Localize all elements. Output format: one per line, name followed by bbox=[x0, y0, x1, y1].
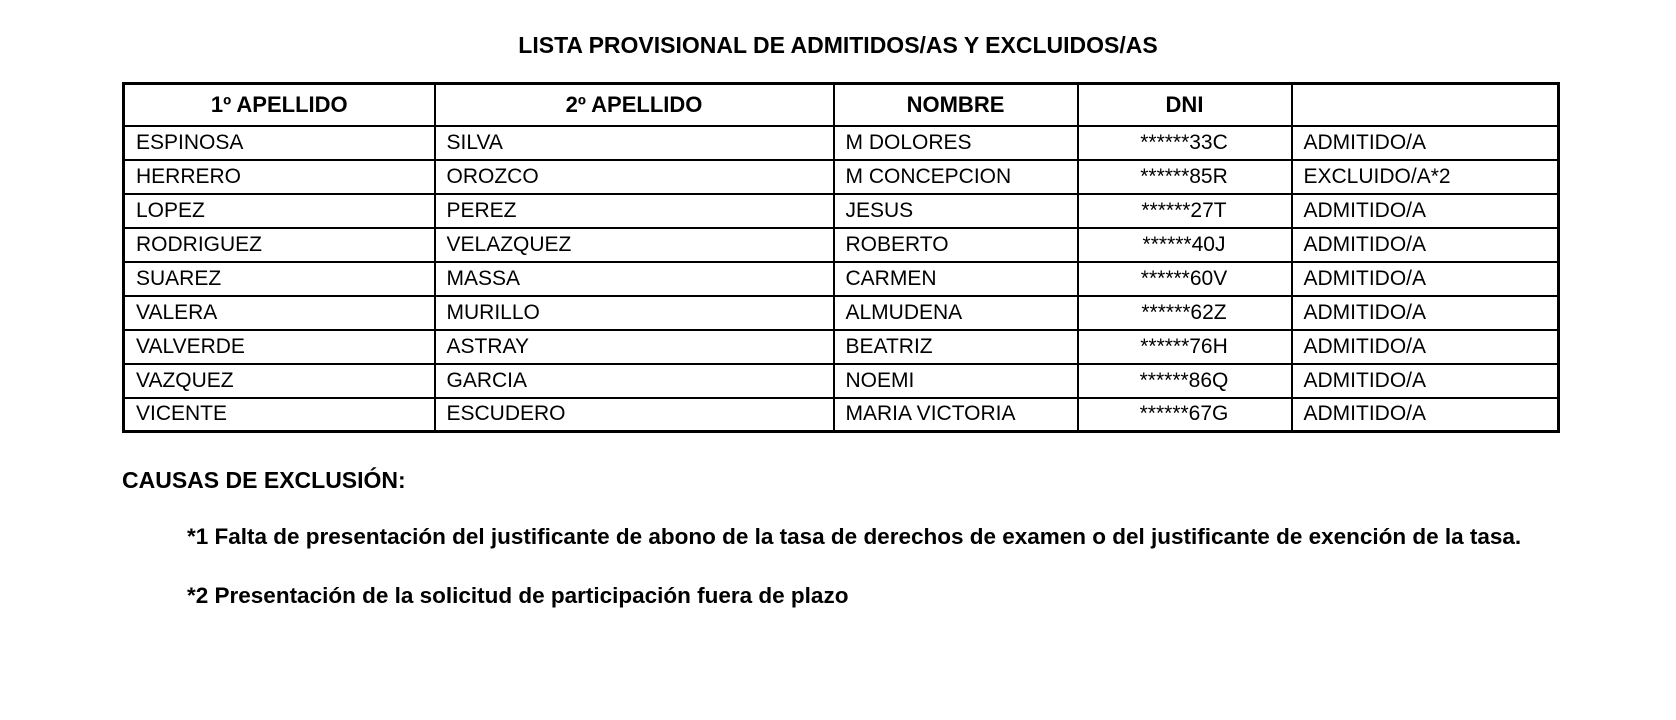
apellido1-cell: HERRERO bbox=[124, 160, 435, 194]
apellido2-cell: MURILLO bbox=[435, 296, 834, 330]
status-cell: ADMITIDO/A bbox=[1292, 364, 1559, 398]
status-cell: ADMITIDO/A bbox=[1292, 194, 1559, 228]
apellido1-cell: VAZQUEZ bbox=[124, 364, 435, 398]
table-row bbox=[124, 262, 1559, 296]
nombre-cell: MARIA VICTORIA bbox=[834, 398, 1078, 432]
dni-cell: ******40J bbox=[1078, 228, 1292, 262]
exclusion-note-1: *1 Falta de presentación del justificante de abono de la tasa de derechos de examen o del justificante de exención de la tasa. bbox=[187, 524, 1522, 549]
status-cell: EXCLUIDO/A*2 bbox=[1292, 160, 1559, 194]
status-cell: ADMITIDO/A bbox=[1292, 398, 1559, 432]
apellido1-cell: SUAREZ bbox=[124, 262, 435, 296]
header-dni: DNI bbox=[1078, 84, 1292, 126]
table-row bbox=[124, 330, 1559, 364]
apellido1-cell: VALVERDE bbox=[124, 330, 435, 364]
status-cell: ADMITIDO/A bbox=[1292, 262, 1559, 296]
dni-cell: ******60V bbox=[1078, 262, 1292, 296]
apellido1-cell: RODRIGUEZ bbox=[124, 228, 435, 262]
apellido1-cell: VALERA bbox=[124, 296, 435, 330]
nombre-cell: JESUS bbox=[834, 194, 1078, 228]
header-status bbox=[1292, 84, 1559, 126]
dni-cell: ******85R bbox=[1078, 160, 1292, 194]
nombre-cell: ROBERTO bbox=[834, 228, 1078, 262]
apellido2-cell: PEREZ bbox=[435, 194, 834, 228]
nombre-cell: CARMEN bbox=[834, 262, 1078, 296]
nombre-cell: ALMUDENA bbox=[834, 296, 1078, 330]
table-row bbox=[124, 228, 1559, 262]
table-row bbox=[124, 126, 1559, 160]
exclusion-note-2: *2 Presentación de la solicitud de participación fuera de plazo bbox=[187, 582, 849, 608]
nombre-cell: NOEMI bbox=[834, 364, 1078, 398]
nombre-cell: M DOLORES bbox=[834, 126, 1078, 160]
page-title: LISTA PROVISIONAL DE ADMITIDOS/AS Y EXCLUIDOS/AS bbox=[518, 32, 1158, 58]
nombre-cell: M CONCEPCION bbox=[834, 160, 1078, 194]
dni-cell: ******62Z bbox=[1078, 296, 1292, 330]
apellido2-cell: ESCUDERO bbox=[435, 398, 834, 432]
apellido1-cell: VICENTE bbox=[124, 398, 435, 432]
table-row bbox=[124, 398, 1559, 432]
apellido1-cell: LOPEZ bbox=[124, 194, 435, 228]
table-header-row bbox=[124, 84, 1559, 126]
status-cell: ADMITIDO/A bbox=[1292, 330, 1559, 364]
apellido2-cell: ASTRAY bbox=[435, 330, 834, 364]
dni-cell: ******27T bbox=[1078, 194, 1292, 228]
status-cell: ADMITIDO/A bbox=[1292, 228, 1559, 262]
table-row bbox=[124, 296, 1559, 330]
nombre-cell: BEATRIZ bbox=[834, 330, 1078, 364]
dni-cell: ******67G bbox=[1078, 398, 1292, 432]
apellido2-cell: GARCIA bbox=[435, 364, 834, 398]
apellido2-cell: OROZCO bbox=[435, 160, 834, 194]
header-2-apellido: 2º APELLIDO bbox=[435, 84, 834, 126]
admissions-table bbox=[122, 82, 1560, 433]
table-row bbox=[124, 160, 1559, 194]
dni-cell: ******33C bbox=[1078, 126, 1292, 160]
status-cell: ADMITIDO/A bbox=[1292, 296, 1559, 330]
dni-cell: ******86Q bbox=[1078, 364, 1292, 398]
table-row bbox=[124, 194, 1559, 228]
apellido2-cell: SILVA bbox=[435, 126, 834, 160]
table-row bbox=[124, 364, 1559, 398]
apellido2-cell: VELAZQUEZ bbox=[435, 228, 834, 262]
header-nombre: NOMBRE bbox=[834, 84, 1078, 126]
dni-cell: ******76H bbox=[1078, 330, 1292, 364]
exclusion-heading: CAUSAS DE EXCLUSIÓN: bbox=[122, 467, 406, 493]
apellido1-cell: ESPINOSA bbox=[124, 126, 435, 160]
status-cell: ADMITIDO/A bbox=[1292, 126, 1559, 160]
apellido2-cell: MASSA bbox=[435, 262, 834, 296]
header-1-apellido: 1º APELLIDO bbox=[124, 84, 435, 126]
